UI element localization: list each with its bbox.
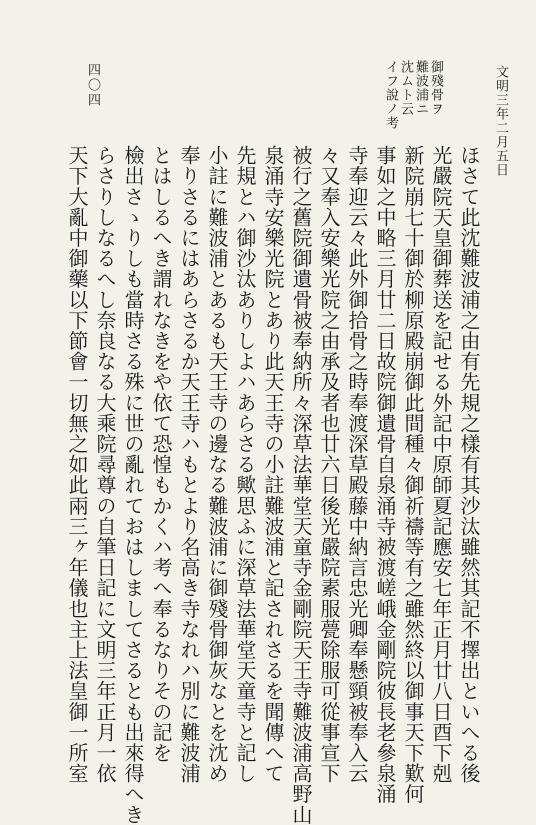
body-column: 奉りさるにはあらさるか天王寺ハもとより名高き寺なれハ別に難波浦 bbox=[177, 145, 201, 784]
body-column: 新院崩七十御於柳原殿崩御此間種々御祈禱等有之雖然終以御事天下歎何 bbox=[401, 145, 425, 805]
body-column: 泉涌寺安樂光院とあり此天王寺の小註難波浦と記されさるを聞傳へて bbox=[261, 145, 285, 784]
margin-note-line: 沈ムト云 bbox=[398, 60, 413, 116]
body-column: とはしるへき謂れなきをや依て恐惶もかくハ考へ奉るなりその記を bbox=[149, 145, 173, 763]
body-column: 先規とハ御沙汰ありしよハあらさる歟思ふに深草法華堂天童寺と記し bbox=[233, 145, 257, 784]
page-header-date: 文明三年二月五日 bbox=[493, 65, 508, 177]
margin-note-line: 難波浦ニ bbox=[413, 60, 428, 116]
body-column: らさりしなるへし奈良なる大乘院尋尊の自筆日記に文明三年正月一依 bbox=[93, 145, 117, 784]
margin-note-line: 御殘骨ヲ bbox=[428, 60, 443, 116]
body-column: 事如之中略三月廿二日故院御遺骨自泉涌寺被渡嵯峨金剛院彼長老參泉涌 bbox=[373, 145, 397, 805]
body-column: 檢出さゝりしも當時さる殊に世の亂れておはしましてさるとも出來得へき bbox=[121, 145, 145, 825]
body-column: 小註に難波浦とあるも天王寺の邊なる難波浦に御殘骨御灰なとを沈め bbox=[205, 145, 229, 784]
body-column: 光嚴院天皇御葬送を記せる外記中原師夏記應安七年正月廿八日酉下剋 bbox=[429, 145, 453, 784]
body-column: 寺奉迎云々此外御拾骨之時奉渡深草殿藤中納言忠光卿奉懸頸被奉入云 bbox=[345, 145, 369, 784]
body-column: 天下大亂中御藥以下節會一切無之如此兩三ヶ年儀也主上法皇御一所室 bbox=[65, 145, 89, 784]
page-number: 四〇四 bbox=[85, 63, 100, 108]
body-column: 々又奉入安樂光院之由承及者也廿六日後光嚴院素服甍除服可從事宣下 bbox=[317, 145, 341, 784]
margin-note-line: イフ說ノ考 bbox=[383, 60, 398, 130]
body-column: ほさて此沈難波浦之由有先規之樣有其沙汰雖然其記不擇出といへる後 bbox=[457, 145, 481, 784]
body-column: 被行之舊院御遺骨被奉納所々深草法華堂天童寺金剛院天王寺難波浦高野山 bbox=[289, 145, 313, 825]
